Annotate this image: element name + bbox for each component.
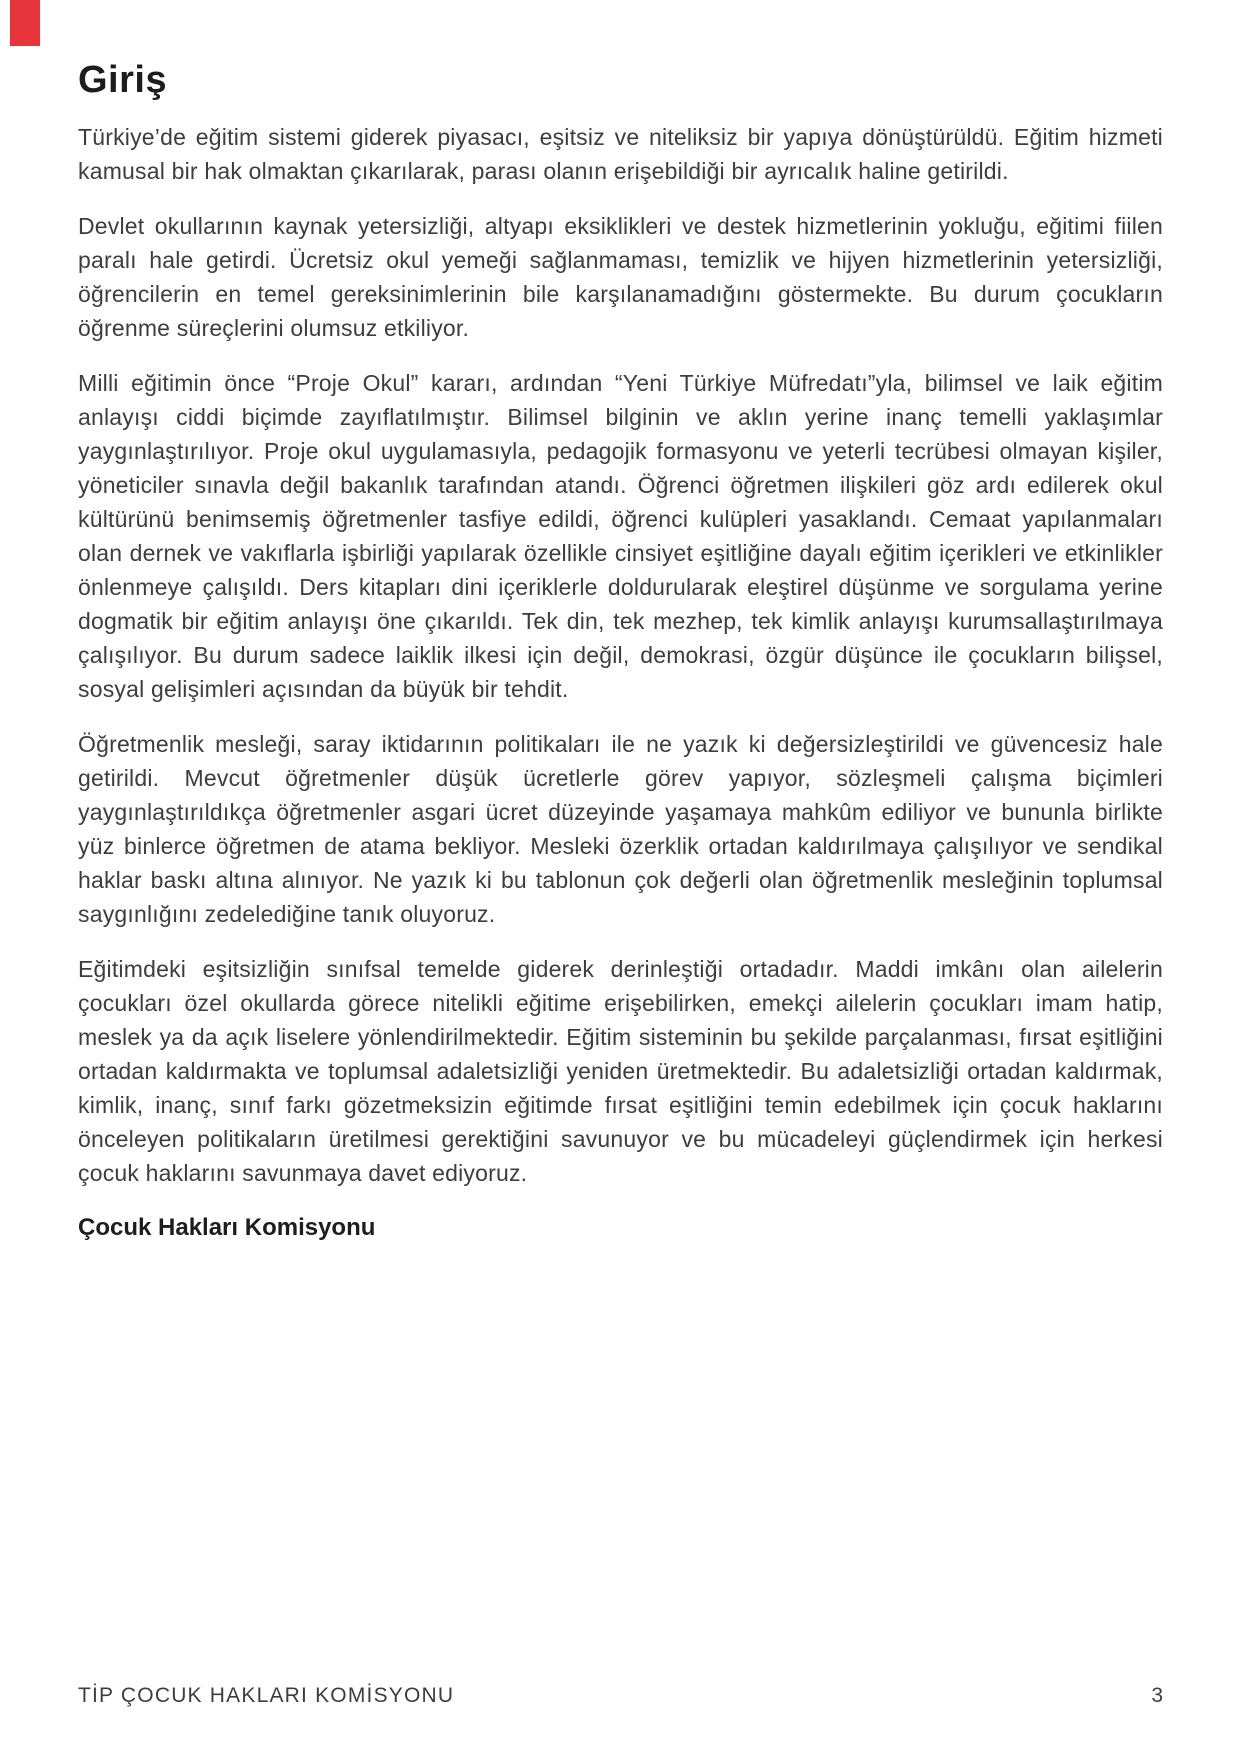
page-footer xyxy=(78,1684,1163,1708)
page-number: 3 xyxy=(1151,1684,1163,1707)
page-title: Giriş xyxy=(78,59,168,101)
paragraph-4: Öğretmenlik mesleği, saray iktidarının politikaları ile ne yazık ki değersizleştirildi ve güvencesiz hale getirildi. Mevcut öğretmenler düşük ücretlerle görev yapıyor, sözleşmeli çalışma biçimleri yaygınlaştırıldıkça öğretmenler asgari ücret düzeyinde yaşamaya mahkûm ediliyor ve bununla birlikte yüz binlerce öğretmen de atama bekliyor. Mesleki özerklik ortadan kaldırılmaya çalışılıyor ve sendikal haklar baskı altına alınıyor. Ne yazık ki bu tablonun çok değerli olan öğretmenlik mesleğinin toplumsal saygınlığını zedelediğine tanık oluyoruz. xyxy=(78,731,1163,927)
paragraph-5: Eğitimdeki eşitsizliğin sınıfsal temelde giderek derinleştiği ortadadır. Maddi imkânı olan ailelerin çocukları özel okullarda görece nitelikli eğitime erişebilirken, emekçi ailelerin çocukları imam hatip, meslek ya da açık liselere yönlendirilmektedir. Eğitim sisteminin bu şekilde parçalanması, fırsat eşitliğini ortadan kaldırmakta ve toplumsal adaletsizliği yeniden üretmektedir. Bu adaletsizliği ortadan kaldırmak, kimlik, inanç, sınıf farkı gözetmeksizin eğitimde fırsat eşitliğini temin edebilmek için çocuk haklarını önceleyen politikaların üretilmesi gerektiğini savunuyor ve bu mücadeleyi güçlendirmek için herkesi çocuk haklarını savunmaya davet ediyoruz. xyxy=(78,956,1163,1186)
paragraph-3: Milli eğitimin önce “Proje Okul” kararı, ardından “Yeni Türkiye Müfredatı”yla, bilimsel ve laik eğitim anlayışı ciddi biçimde zayıflatılmıştır. Bilimsel bilginin ve aklın yerine inanç temelli yaklaşımlar yaygınlaştırılıyor. Proje okul uygulamasıyla, pedagojik formasyonu ve yeterli tecrübesi olmayan kişiler, yöneticiler sınavla değil bakanlık tarafından atandı. Öğrenci öğretmen ilişkileri göz ardı edilerek okul kültürünü benimsemiş öğretmenler tasfiye edildi, öğrenci kulüpleri yasaklandı. Cemaat yapılanmaları olan dernek ve vakıflarla işbirliği yapılarak özellikle cinsiyet eşitliğine dayalı eğitim içerikleri ve etkinlikler önlenmeye çalışıldı. Ders kitapları dini içeriklerle doldurularak eleştirel düşünme ve sorgulama yerine dogmatik bir eğitim anlayışı öne çıkarıldı. Tek din, tek mezhep, tek kimlik anlayışı kurumsallaştırılmaya çalışılıyor. Bu durum sadece laiklik ilkesi için değil, demokrasi, özgür düşünce ile çocukların bilişsel, sosyal gelişimleri açısından da büyük bir tehdit. xyxy=(78,370,1163,702)
red-accent-bar xyxy=(10,0,40,46)
paragraph-2: Devlet okullarının kaynak yetersizliği, altyapı eksiklikleri ve destek hizmetlerinin yokluğu, eğitimi fiilen paralı hale getirdi. Ücretsiz okul yemeği sağlanmaması, temizlik ve hijyen hizmetlerinin yetersizliği, öğrencilerin en temel gereksinimlerinin bile karşılanamadığını göstermekte. Bu durum çocukların öğrenme süreçlerini olumsuz etkiliyor. xyxy=(78,213,1163,341)
paragraph-1: Türkiye’de eğitim sistemi giderek piyasacı, eşitsiz ve niteliksiz bir yapıya dönüştürüldü. Eğitim hizmeti kamusal bir hak olmaktan çıkarılarak, parası olanın erişebildiği bir ayrıcalık haline getirildi. xyxy=(78,124,1163,184)
signature: Çocuk Hakları Komisyonu xyxy=(78,1214,376,1241)
footer-commission-label: TİP ÇOCUK HAKLARI KOMİSYONU xyxy=(78,1684,455,1707)
